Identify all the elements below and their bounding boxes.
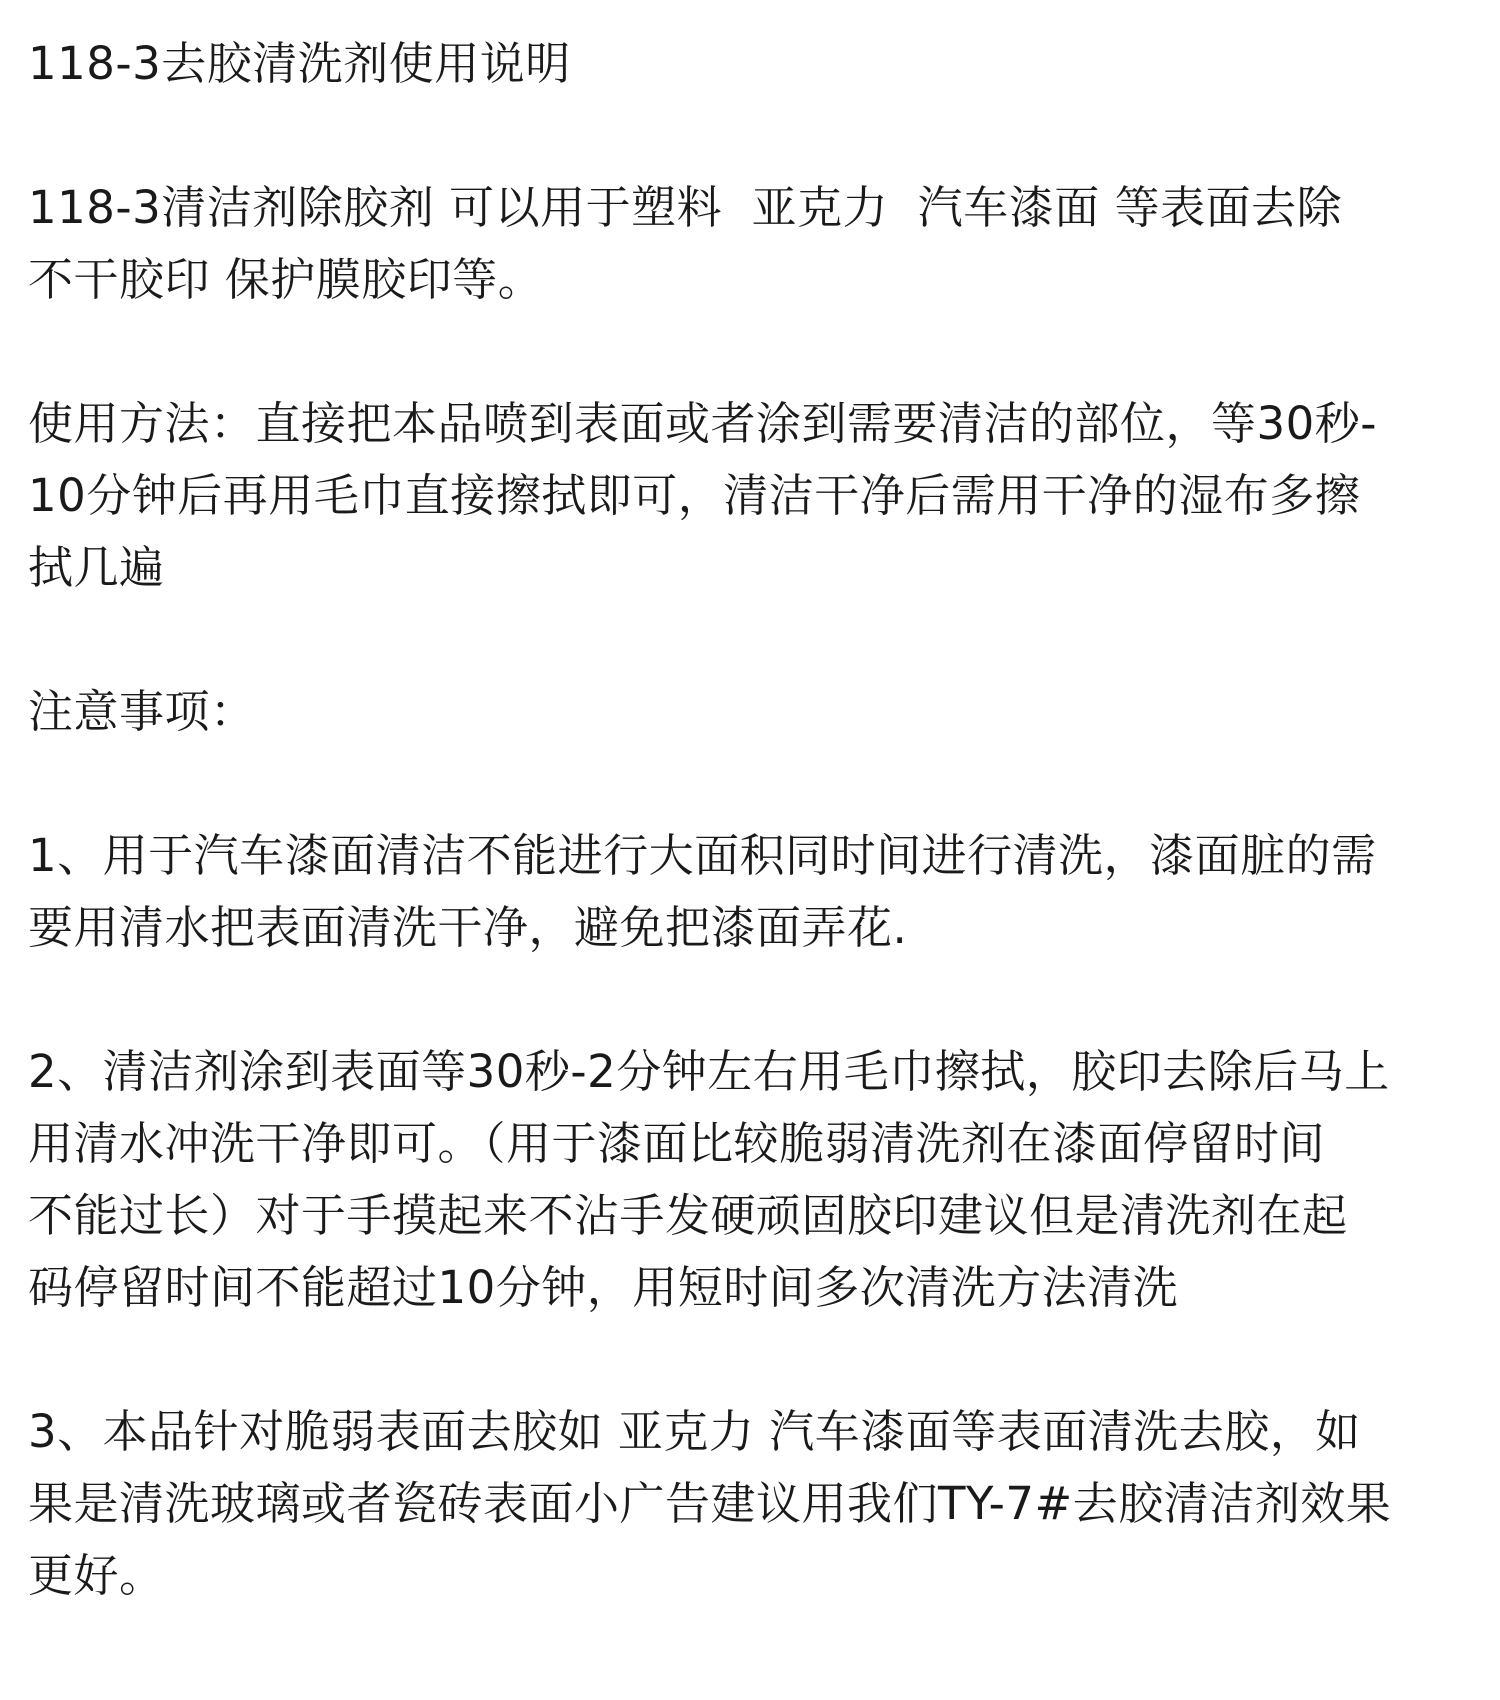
note-2-line: 2、清洁剂涂到表面等30秒-2分钟左右用毛巾擦拭，胶印去除后马上 bbox=[28, 1045, 1390, 1098]
note-2-line: 码停留时间不能超过10分钟，用短时间多次清洗方法清洗 bbox=[28, 1261, 1179, 1314]
usage-line: 10分钟后再用毛巾直接擦拭即可，清洁干净后需用干净的湿布多擦 bbox=[28, 469, 1361, 522]
note-3-line: 更好。 bbox=[28, 1549, 165, 1602]
notes-heading: 注意事项： bbox=[28, 685, 256, 738]
note-3 bbox=[28, 1396, 1473, 1612]
document-body bbox=[28, 28, 1473, 1612]
intro-paragraph bbox=[28, 172, 1473, 316]
intro-line: 不干胶印 保护膜胶印等。 bbox=[28, 253, 544, 306]
note-1-line: 要用清水把表面清洗干净，避免把漆面弄花. bbox=[28, 901, 908, 954]
note-2-line: 用清水冲洗干净即可。（用于漆面比较脆弱清洗剂在漆面停留时间 bbox=[28, 1117, 1326, 1170]
note-2-line: 不能过长）对于手摸起来不沾手发硬顽固胶印建议但是清洗剂在起 bbox=[28, 1189, 1348, 1242]
note-1 bbox=[28, 820, 1473, 964]
usage-line: 使用方法：直接把本品喷到表面或者涂到需要清洁的部位，等30秒- bbox=[28, 397, 1378, 450]
document-title-block bbox=[28, 28, 1473, 100]
note-3-line: 3、本品针对脆弱表面去胶如 亚克力 汽车漆面等表面清洗去胶，如 bbox=[28, 1405, 1361, 1458]
note-2 bbox=[28, 1036, 1473, 1324]
note-3-line: 果是清洗玻璃或者瓷砖表面小广告建议用我们TY-7#去胶清洁剂效果 bbox=[28, 1477, 1392, 1530]
document-title: 118-3去胶清洗剂使用说明 bbox=[28, 37, 571, 90]
usage-paragraph bbox=[28, 388, 1473, 604]
usage-line: 拭几遍 bbox=[28, 541, 165, 594]
intro-line: 118-3清洁剂除胶剂 可以用于塑料 亚克力 汽车漆面 等表面去除 bbox=[28, 181, 1343, 234]
note-1-line: 1、用于汽车漆面清洁不能进行大面积同时间进行清洗，漆面脏的需 bbox=[28, 829, 1377, 882]
notes-heading-block bbox=[28, 676, 1473, 748]
